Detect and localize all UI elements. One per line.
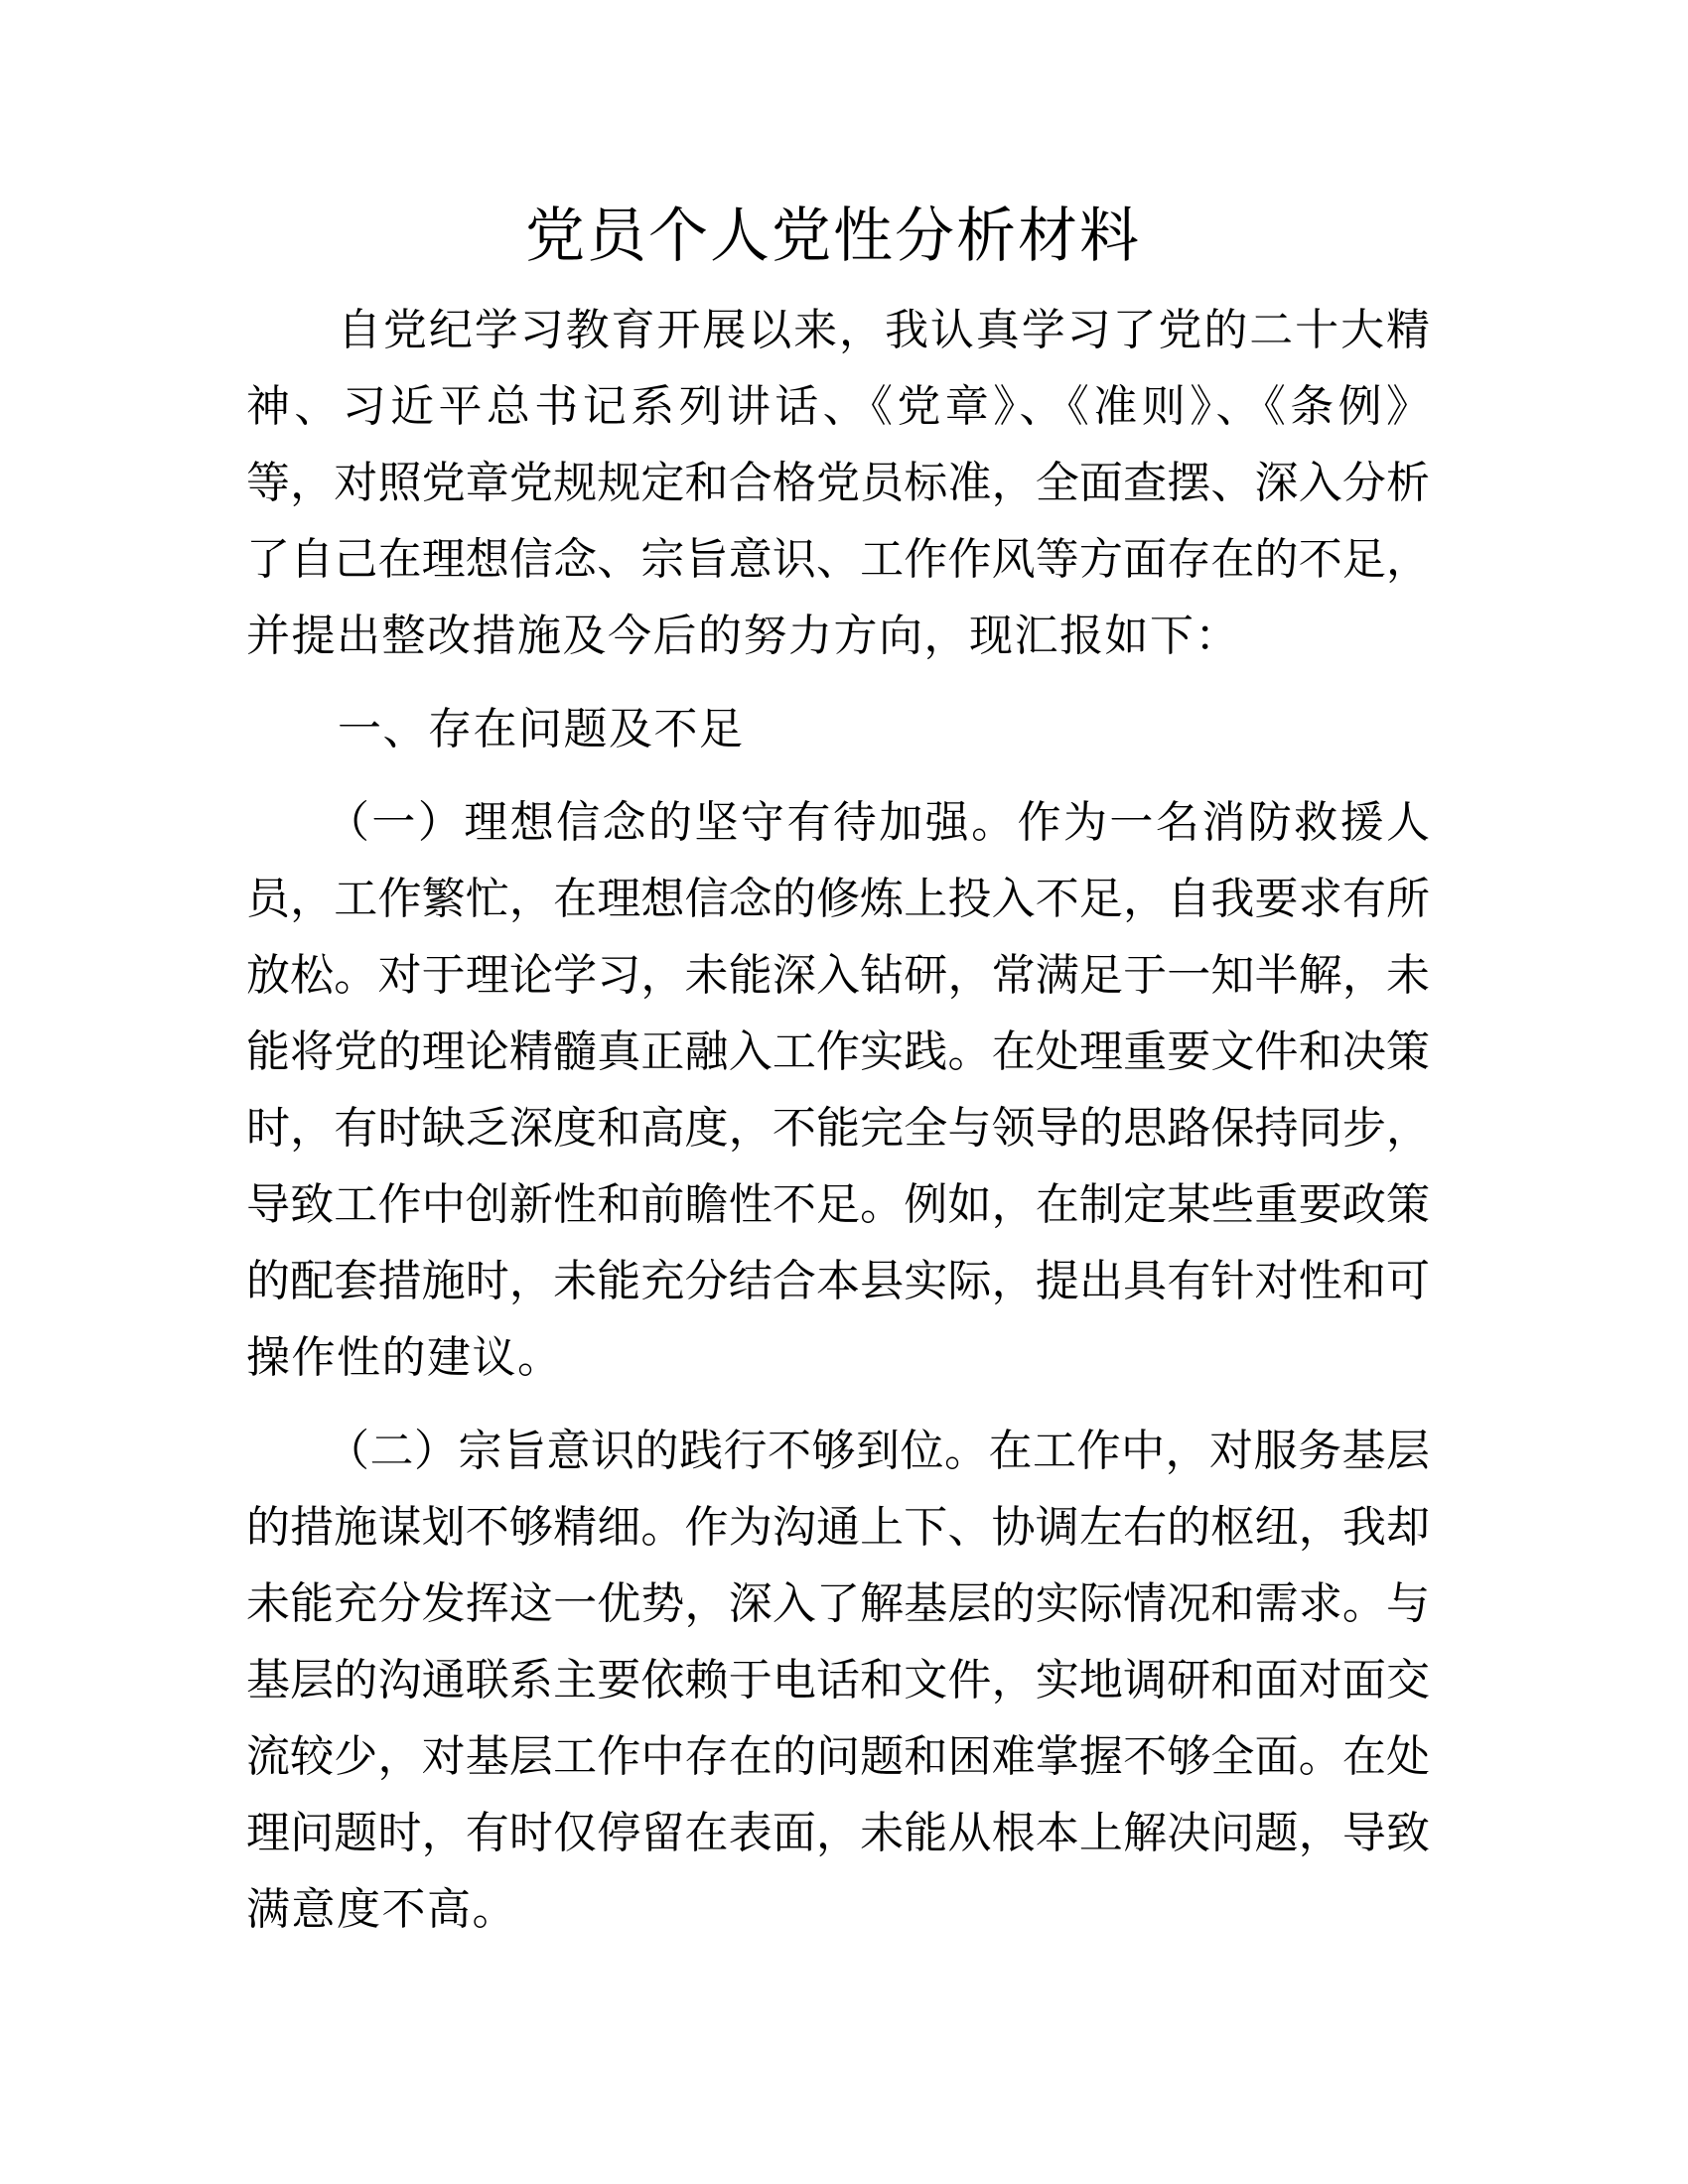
section-heading bbox=[246, 691, 1430, 767]
text-line: 自党纪学习教育开展以来，我认真学习了党的二十大精 bbox=[338, 305, 1430, 355]
document-title: 党员个人党性分析材料 bbox=[525, 202, 1141, 271]
text-line: 等，对照党章党规规定和合格党员标准，全面查摆、深入分析 bbox=[246, 458, 1430, 508]
text-line: 基层的沟通联系主要依赖于电话和文件，实地调研和面对面交 bbox=[246, 1655, 1430, 1706]
text-line: 操作性的建议。 bbox=[246, 1332, 563, 1383]
document-page bbox=[246, 199, 1430, 1948]
issue-paragraph-1 bbox=[246, 784, 1430, 1396]
heading-line: 一、存在问题及不足 bbox=[338, 704, 745, 754]
text-line: 理问题时，有时仅停留在表面，未能从根本上解决问题，导致 bbox=[246, 1808, 1430, 1858]
text-line: 了自己在理想信念、宗旨意识、工作作风等方面存在的不足， bbox=[246, 534, 1430, 585]
text-line: 员，工作繁忙，在理想信念的修炼上投入不足，自我要求有所 bbox=[246, 874, 1430, 924]
issue-paragraph-2 bbox=[246, 1413, 1430, 1948]
text-line: （二）宗旨意识的践行不够到位。在工作中，对服务基层 bbox=[326, 1426, 1430, 1476]
text-line: （一）理想信念的坚守有待加强。作为一名消防救援人 bbox=[326, 797, 1430, 848]
text-line: 未能充分发挥这一优势，深入了解基层的实际情况和需求。与 bbox=[246, 1578, 1430, 1629]
text-line: 流较少，对基层工作中存在的问题和困难掌握不够全面。在处 bbox=[246, 1731, 1430, 1782]
text-line: 时，有时缺乏深度和高度，不能完全与领导的思路保持同步， bbox=[246, 1103, 1430, 1154]
text-line: 放松。对于理论学习，未能深入钻研，常满足于一知半解，未 bbox=[246, 950, 1430, 1001]
text-line: 的措施谋划不够精细。作为沟通上下、协调左右的枢纽，我却 bbox=[246, 1502, 1430, 1553]
text-line: 导致工作中创新性和前瞻性不足。例如，在制定某些重要政策 bbox=[246, 1179, 1430, 1230]
text-line: 的配套措施时，未能充分结合本县实际，提出具有针对性和可 bbox=[246, 1256, 1430, 1306]
intro-paragraph bbox=[246, 292, 1430, 674]
text-line: 满意度不高。 bbox=[246, 1884, 517, 1935]
text-line: 神、习近平总书记系列讲话、《党章》、《准则》、《条例》 bbox=[246, 381, 1430, 432]
text-line: 能将党的理论精髓真正融入工作实践。在处理重要文件和决策 bbox=[246, 1026, 1430, 1077]
text-line: 并提出整改措施及今后的努力方向，现汇报如下： bbox=[246, 611, 1240, 661]
